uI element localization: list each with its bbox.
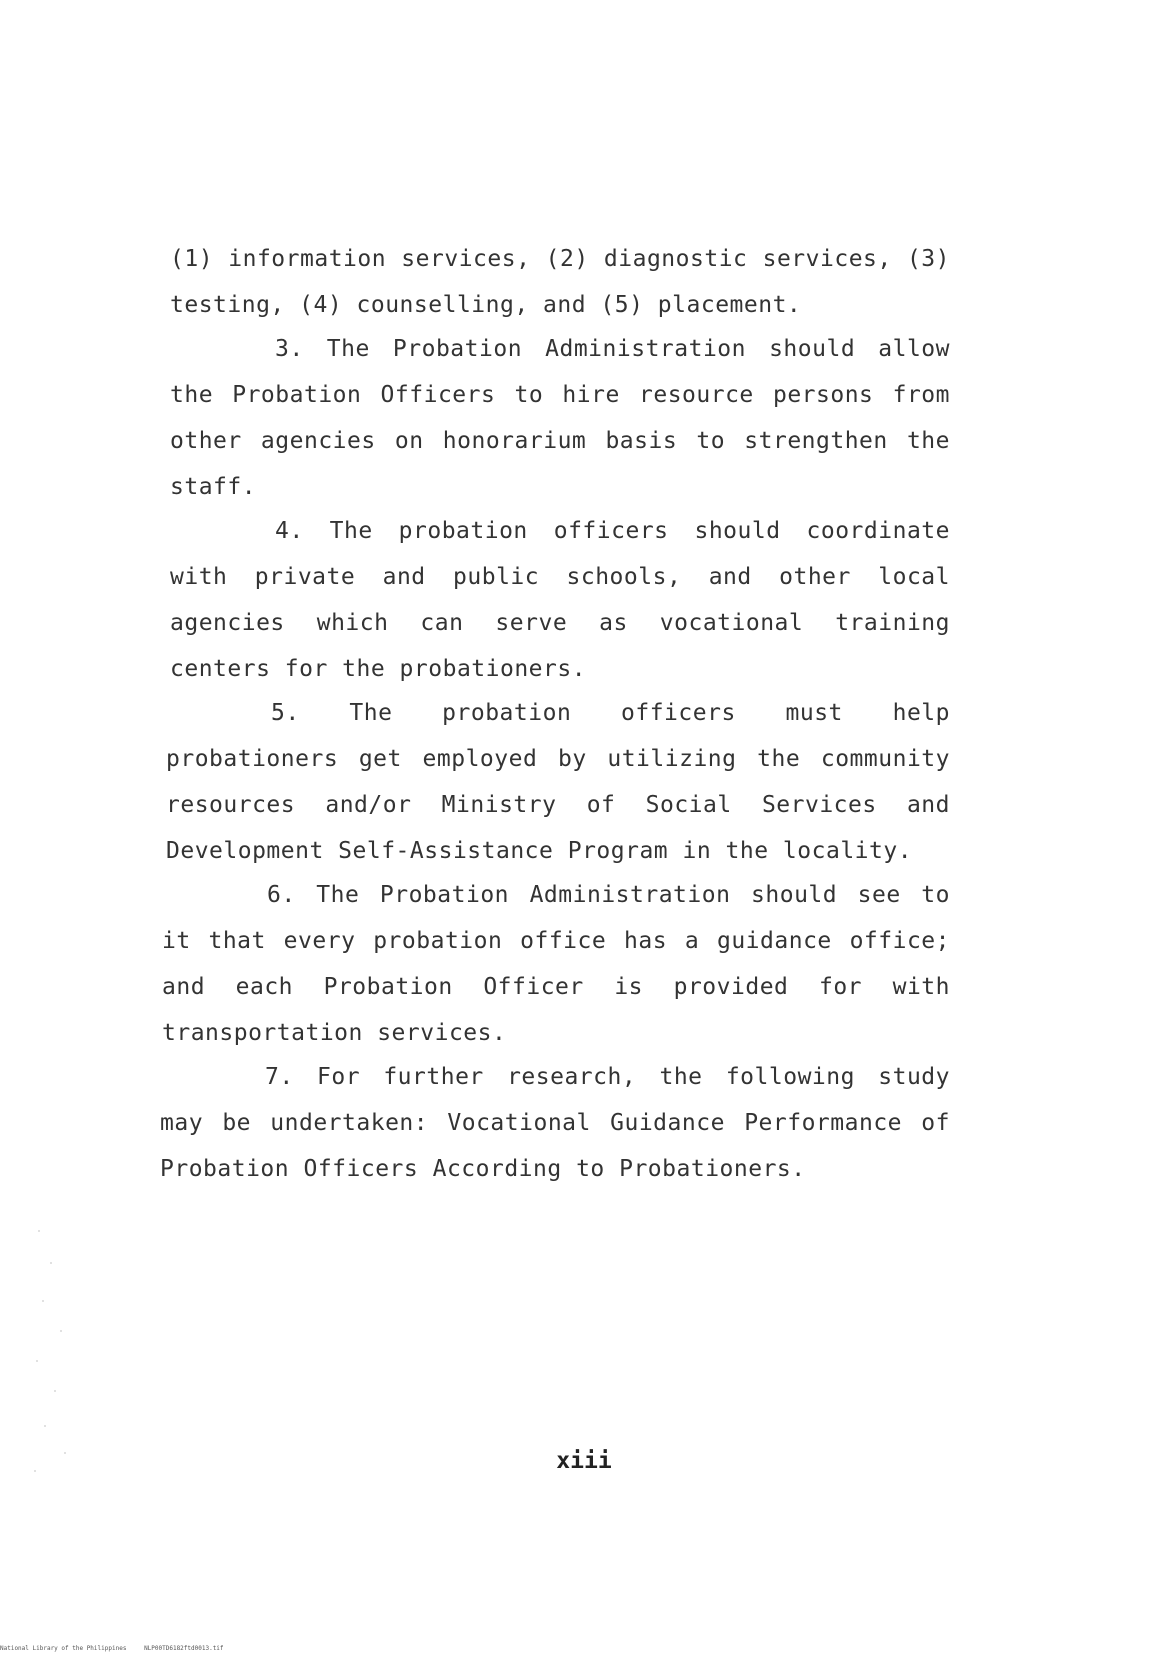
paragraph-3: 3. The Probation Administration should allow the Probation Officers to hire resource persons from other agencies on honorarium basis to strengthen the staff. [170,336,950,500]
paragraph-4: 4. The probation officers should coordinate with private and public schools, and other local agencies which can serve as vocational training centers for the probationers. [170,518,950,682]
paragraph-7: 7. For further research, the following study may be undertaken: Vocational Guidance Performance of Probation Officers According to Probationers. [160,1064,950,1182]
page-number: xiii [556,1448,612,1474]
scan-footer [0,1645,238,1652]
footer-file-id: NLP00TD6182ftd0013.tif [144,1645,224,1652]
scan-noise [30,1220,100,1480]
paragraph-5: 5. The probation officers must help probationers get employed by utilizing the community resources and/or Ministry of Social Services and Development Self-Assistance Program in the locality. [166,700,950,864]
footer-library: National Library of the Philippines [0,1645,127,1652]
paragraph-6: 6. The Probation Administration should see to it that every probation office has a guidance office; and each Probation Officer is provided for with transportation services. [162,882,950,1046]
paragraph-1: (1) information services, (2) diagnostic services, (3) testing, (4) counselling, and (5) placement. [170,246,950,318]
